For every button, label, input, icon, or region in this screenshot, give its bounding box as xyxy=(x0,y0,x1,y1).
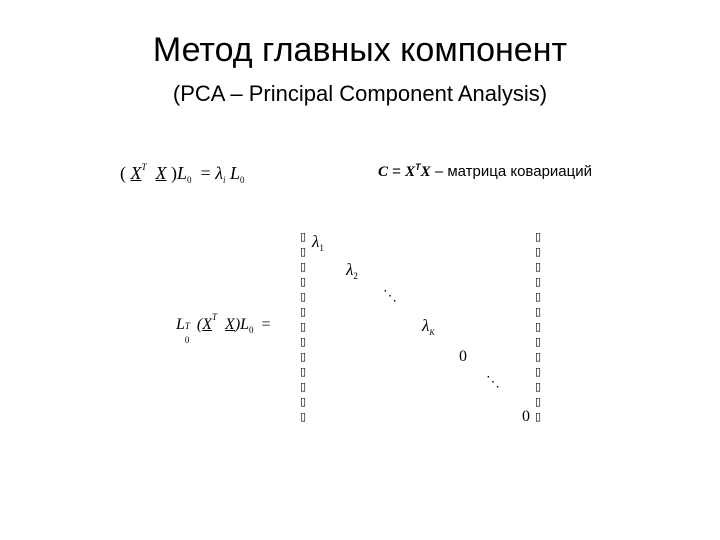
right-bracket-glyph: ▯ xyxy=(534,411,542,423)
eq1-zero-index: 0 xyxy=(187,175,192,185)
note-x-symbol: X xyxy=(405,164,416,180)
eq2-zero-index-right: 0 xyxy=(249,325,254,335)
note-description: – матрица ковариаций xyxy=(430,163,592,180)
matrix-lambda-k xyxy=(422,316,435,336)
eq1-l-zero-right: L xyxy=(230,163,241,183)
right-bracket-glyph: ▯ xyxy=(534,351,542,363)
eq2-l-zero: L xyxy=(176,316,185,333)
right-bracket-glyph: ▯ xyxy=(534,366,542,378)
eq2-transpose-mark: T xyxy=(184,321,190,331)
slide-subtitle: (PCA – Principal Component Analysis) xyxy=(172,81,548,106)
slide-title: Метод главных компонент xyxy=(152,31,568,69)
right-bracket-glyph: ▯ xyxy=(534,291,542,303)
eq2-x: X xyxy=(225,316,235,333)
right-bracket-glyph: ▯ xyxy=(534,336,542,348)
eq1-zero-index-right: 0 xyxy=(240,175,245,185)
matrix-diagonal-dots-1: ⋱ xyxy=(383,289,397,304)
left-bracket-glyph: ▯ xyxy=(299,366,307,378)
lambda-k-index: K xyxy=(429,328,435,337)
eq1-i-index: i xyxy=(222,175,226,185)
right-bracket-glyph: ▯ xyxy=(534,261,542,273)
left-bracket-glyph: ▯ xyxy=(299,321,307,333)
eq2-open-paren: ( xyxy=(196,316,203,333)
eigen-equation xyxy=(120,163,245,184)
left-bracket-glyph: ▯ xyxy=(299,351,307,363)
note-equals: = xyxy=(388,163,406,180)
left-bracket-glyph: ▯ xyxy=(299,261,307,273)
right-bracket-glyph: ▯ xyxy=(534,396,542,408)
eq1-lambda-i: λ xyxy=(215,163,223,183)
eq2-l-zero-right: L xyxy=(240,316,250,333)
lambda-2-symbol: λ xyxy=(346,260,354,279)
quadratic-form-equation xyxy=(176,312,271,345)
covariance-note xyxy=(378,163,592,181)
eq1-l-zero: L xyxy=(177,163,188,183)
matrix-zero-2: 0 xyxy=(522,408,530,425)
note-c-symbol: C xyxy=(378,164,389,180)
left-bracket-glyph: ▯ xyxy=(299,396,307,408)
matrix-lambda-2 xyxy=(346,260,358,280)
eq1-open-paren: ( xyxy=(120,163,126,183)
right-bracket-glyph: ▯ xyxy=(534,321,542,333)
lambda-2-index: 2 xyxy=(353,271,358,281)
matrix-right-bracket xyxy=(533,230,543,425)
eq1-close-paren: ) xyxy=(171,163,178,183)
left-bracket-glyph: ▯ xyxy=(299,291,307,303)
matrix-zero-1: 0 xyxy=(459,348,467,365)
lambda-1-symbol: λ xyxy=(312,232,320,251)
note-transpose-mark: T xyxy=(415,162,421,172)
left-bracket-glyph: ▯ xyxy=(299,411,307,423)
right-bracket-glyph: ▯ xyxy=(534,276,542,288)
eq2-transpose-mark-2: T xyxy=(212,312,218,322)
eq1-x-transposed: X xyxy=(130,163,142,183)
matrix-diagonal-dots-2: ⋱ xyxy=(486,375,500,390)
matrix-lambda-1 xyxy=(312,232,324,252)
right-bracket-glyph: ▯ xyxy=(534,231,542,243)
left-bracket-glyph: ▯ xyxy=(299,336,307,348)
eq1-transpose-mark: T xyxy=(141,162,147,172)
left-bracket-glyph: ▯ xyxy=(299,231,307,243)
eq1-equals: = xyxy=(200,163,211,183)
eq2-close-paren: ) xyxy=(234,316,241,333)
eq2-zero-index: 0 xyxy=(184,335,190,345)
lambda-k-symbol: λ xyxy=(422,316,430,335)
right-bracket-glyph: ▯ xyxy=(534,306,542,318)
left-bracket-glyph: ▯ xyxy=(299,246,307,258)
matrix-left-bracket xyxy=(298,230,308,425)
right-bracket-glyph: ▯ xyxy=(534,381,542,393)
eq1-x: X xyxy=(155,163,167,183)
left-bracket-glyph: ▯ xyxy=(299,276,307,288)
right-bracket-glyph: ▯ xyxy=(534,246,542,258)
eq2-equals: = xyxy=(261,316,271,333)
lambda-1-index: 1 xyxy=(319,243,324,253)
left-bracket-glyph: ▯ xyxy=(299,381,307,393)
left-bracket-glyph: ▯ xyxy=(299,306,307,318)
eq2-x-transposed: X xyxy=(202,316,213,333)
note-x-symbol-2: X xyxy=(420,164,431,180)
